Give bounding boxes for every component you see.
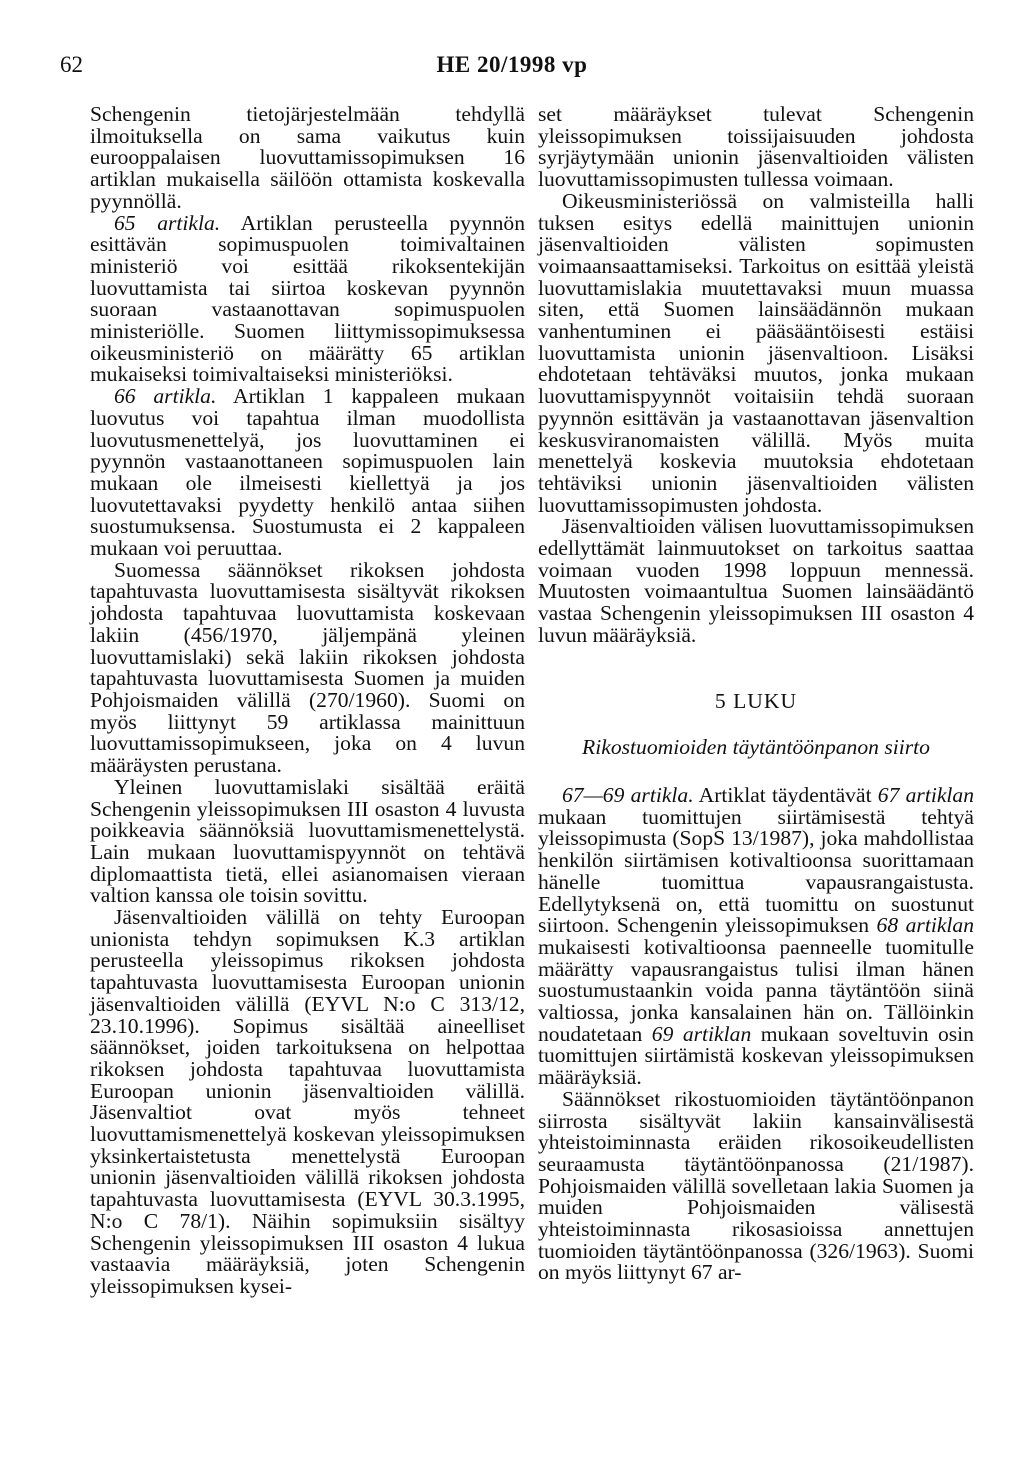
- article-reference: 66 artikla.: [114, 384, 217, 409]
- running-title: HE 20/1998 vp: [436, 52, 588, 77]
- paragraph: Säännökset rikostuomioiden täytäntöönpanon siirrosta sisältyvät lakiin kansainvälisestä yhteistoiminnasta eräiden rikosoikeudellisten seuraamusta täytäntöönpanossa (21/1987). Pohjoismaiden välillä sovelletaan lakia Suomen ja muiden Pohjoismaiden välisestä yhteistoiminnasta rikosasioissa annettujen tuomioiden täytäntöönpanossa (326/1963). Suomi on myös liittynyt 67 ar-: [538, 1086, 974, 1285]
- article-reference: 65 artikla.: [114, 210, 221, 235]
- paragraph: Oikeusministeriössä on valmisteilla halli tuksen esitys edellä mainittujen unionin jäsenvaltioiden välisten sopimusten voimaansaattamiseksi. Tarkoitus on esittää yleistä luovuttamislakia muutettavaksi muun muassa siten, että Suomen lainsäädännön mukaan vanhentuminen ei pääsääntöisesti estäisi luovuttamista unionin jäsenvaltioon. Lisäksi ehdotetaan tehtäväksi muutos, jonka mukaan luovuttamispyynnöt voitaisiin tehdä suoraan pyynnön esittävän ja vastaanottavan jäsenvaltion keskusviranomaisten välillä. Myös muita menettelyä koskevia muutoksia ehdotetaan tehtäviksi unionin jäsenvaltioiden välisten luovuttamissopimusten johdosta.: [538, 188, 974, 517]
- article-reference: 67—69 artikla.: [562, 782, 694, 807]
- chapter-title: Rikostuomioiden täytäntöönpanon siirto: [582, 735, 930, 760]
- paragraph-text: mukaisesti kotivaltioonsa paenneelle tuomitulle määrätty vapausrangaistus tulisi ilman hänen suostumustaankin voida panna täytäntöön siinä valtiossa, jonka kansalainen hän on. Tällöinkin noudatetaan: [538, 934, 974, 1046]
- paragraph: set määräykset tulevat Schengenin yleissopimuksen toissijaisuuden johdosta syrjäytymään unionin jäsenvaltioiden välisten luovuttamissopimusten tullessa voimaan.: [538, 102, 974, 192]
- page-number: 62: [60, 52, 83, 77]
- paragraph: Schengenin tietojärjestelmään tehdyllä ilmoituksella on sama vaikutus kuin eurooppalaisen luovuttamissopimuksen 16 artiklan mukaisella säilöön ottamista koskevalla pyynnöllä.: [90, 102, 525, 213]
- paragraph-article-67-69: [538, 782, 975, 1090]
- paragraph-text: Artiklan 1 kappaleen mukaan luovutus voi tapahtua ilman muodollista luovutusmenettelyä, jos luovuttaminen ei pyynnön vastaanottaneen sopimuspuolen lain mukaan ole ilmeisesti kiellettyä ja jos luovutettavaksi pyydetty henkilö antaa siihen suostumuksensa. Suostumusta ei 2 kappaleen mukaan voi peruuttaa.: [90, 384, 525, 561]
- article-reference: 68 artiklan: [876, 913, 975, 938]
- paragraph: Jäsenvaltioiden välillä on tehty Euroopan unionista tehdyn sopimuksen K.3 artiklan perusteella yleissopimus rikoksen johdosta tapahtuvasta luovuttamisesta Euroopan unionin jäsenvaltioiden välillä (EYVL N:o C 313/12, 23.10.1996). Sopimus sisältää aineelliset säännökset, joiden tarkoituksena on helpottaa rikoksen johdosta tapahtuvaa luovuttamista Euroopan unionin jäsenvaltioiden välillä. Jäsenvaltiot ovat myös tehneet luovuttamismenettelyä koskevan yleissopimuksen yksinkertaistetusta menettelystä Euroopan unionin jäsenvaltioiden välillä rikoksen johdosta tapahtuvasta luovuttamisesta (EYVL 30.3.1995, N:o C 78/1). Näihin sopimuksiin sisältyy Schengenin yleissopimuksen III osaston 4 lukua vastaavia määräyksiä, joten Schengenin yleissopimuksen kysei-: [90, 905, 525, 1298]
- article-reference: 69 artiklan: [651, 1021, 752, 1046]
- chapter-number: 5 LUKU: [714, 688, 798, 713]
- article-reference: 67 artiklan: [877, 782, 974, 807]
- right-column: [538, 104, 974, 1284]
- paragraph: Suomessa säännökset rikoksen johdosta tapahtuvasta luovuttamisesta sisältyvät rikoksen johdosta tapahtuvaa luovuttamista koskevaan lakiin (456/1970, jäljempänä yleinen luovuttamislaki) sekä lakiin rikoksen johdosta tapahtuvasta luovuttamisesta Suomen ja muiden Pohjoismaiden välillä (270/1960). Suomi on myös liittynyt 59 artiklassa mainittuun luovuttamissopimukseen, joka on 4 luvun määräysten perustana.: [90, 557, 525, 778]
- paragraph-article-66: [90, 386, 525, 560]
- paragraph-text: Artiklat täydentävät: [693, 782, 878, 807]
- page-header: [0, 52, 1024, 88]
- paragraph-article-65: [90, 210, 525, 387]
- paragraph-text: Artiklan perusteella pyynnön esittävän sopimuspuolen toimivaltainen ministeriö voi esittää rikoksentekijän luovuttamista tai siirtoa koskevan pyynnön suoraan vastaanottavan sopimuspuolen ministeriölle. Suomen liittymissopimuksessa oikeusministeriö on määrätty 65 artiklan mukaiseksi toimivaltaiseksi ministeriöksi.: [90, 210, 525, 387]
- paragraph-text: mukaan tuomittujen siirtämisestä tehtyä yleissopimusta (SopS 13/1987), joka mahdollistaa henkilön siirtämisen kotivaltioonsa suorittamaan hänelle tuomittua vapausrangaistusta. Edellytyksenä on, että tuomittu on suostunut siirtoon. Schengenin yleissopimuksen: [538, 804, 974, 938]
- paragraph: Jäsenvaltioiden välisen luovuttamissopimuksen edellyttämät lainmuutokset on tarkoitus saattaa voimaan vuoden 1998 loppuun mennessä. Muutosten voimaantultua Suomen lainsäädäntö vastaa Schengenin yleissopimuksen III osaston 4 luvun määräyksiä.: [538, 514, 974, 647]
- paragraph: Yleinen luovuttamislaki sisältää eräitä Schengenin yleissopimuksen III osaston 4 luvusta poikkeavia säännöksiä luovuttamismenettelystä. Lain mukaan luovuttamispyynnöt on tehtävä diplomaattista tietä, ellei asianomaisen vieraan valtion kanssa ole toisin sovittu.: [90, 774, 525, 908]
- left-column: [90, 104, 525, 1298]
- paragraph-text: mukaan soveltuvin osin tuomittujen siirtämistä koskevan yleissopimuksen määräyksiä.: [538, 1021, 974, 1090]
